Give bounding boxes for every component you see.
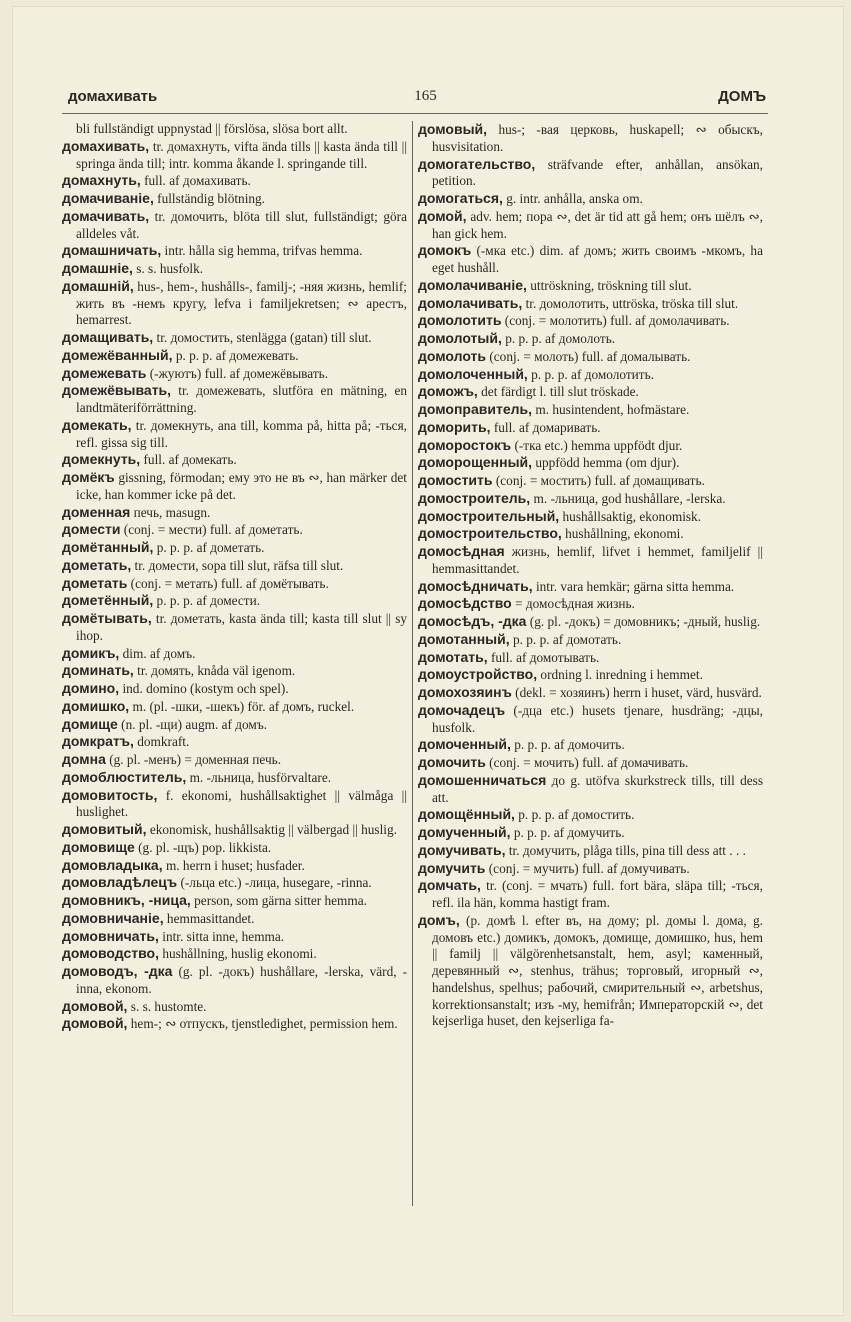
entry-definition: (conj. = мостить) full. af домащивать.: [495, 473, 705, 488]
entry-headword: домочадецъ: [418, 701, 506, 718]
entry-definition: tr. домежевать, slutföra en mätning, en landtmäteriförrättning.: [76, 383, 407, 415]
entry-headword: домолоть: [418, 347, 487, 364]
dictionary-entry: [418, 806, 763, 824]
entry-headword: домахивать,: [62, 137, 150, 154]
entry-definition: (conj. = молотить) full. af домолачивать.: [504, 313, 730, 329]
entry-definition: p. p. p. af домежевать.: [175, 347, 299, 363]
entry-headword: дометать,: [62, 556, 132, 573]
entry-definition: sträfvande efter, anhållan, ansökan, petition.: [432, 156, 763, 189]
entry-headword: домашній,: [62, 277, 134, 294]
entry-headword: домачиваніе,: [62, 190, 154, 206]
entry-definition: (n. pl. -щи) augm. af домъ.: [121, 716, 268, 732]
page-number: 165: [414, 88, 437, 104]
entry-headword: домошенничаться: [418, 771, 547, 788]
entry-definition: (g. pl. -менъ) = доменная печь.: [109, 752, 282, 767]
dictionary-entry: [62, 751, 407, 769]
dictionary-entry: [62, 645, 407, 663]
dictionary-entry: [62, 821, 407, 839]
dictionary-entry: [62, 945, 407, 963]
entry-headword: домоправитель,: [418, 401, 533, 417]
dictionary-entry: [418, 437, 763, 455]
dictionary-entry: [62, 451, 407, 469]
dictionary-entry: [62, 857, 407, 875]
entry-headword: домучивать,: [418, 841, 506, 858]
dictionary-entry: [418, 754, 763, 772]
entry-definition: uttröskning, tröskning till slut.: [530, 277, 692, 293]
entry-headword: домоченный,: [418, 736, 511, 753]
entry-headword: домоустройство,: [418, 666, 538, 683]
dictionary-entry: [62, 769, 407, 787]
entry-headword: доморить,: [418, 418, 491, 435]
entry-definition: full. af домаривать.: [493, 419, 601, 435]
entry-definition: det färdigt l. till slut tröskade.: [481, 384, 639, 400]
entry-headword: домежевать: [62, 364, 147, 381]
dictionary-entry: [418, 613, 763, 631]
dictionary-entry: [62, 698, 407, 716]
dictionary-entry: [62, 138, 407, 173]
entry-headword: домолоченный,: [418, 365, 528, 382]
dictionary-entry: [62, 260, 407, 278]
entry-definition: (-льца etc.) -лица, husegare, -rinna.: [180, 875, 372, 891]
entry-definition: ekonomisk, hushållsaktig || välbergad || huslig.: [149, 822, 397, 837]
entry-definition: intr. hålla sig hemma, trifvas hemma.: [164, 243, 363, 259]
entry-definition: tr. (conj. = мчать) full. fort bära, släpa till; -ться, refl. ila hän, komma hastigt fram.: [432, 878, 763, 910]
entry-headword: домолотить: [418, 312, 502, 329]
entry-headword: домащивать,: [62, 329, 154, 345]
entry-headword: дометать: [62, 574, 128, 591]
entry-definition: печь, masugn.: [133, 504, 211, 520]
entry-definition: p. p. p. af домести.: [156, 593, 261, 609]
entry-headword: домёкъ: [62, 469, 115, 485]
dictionary-entry: [418, 525, 763, 543]
dictionary-entry: [418, 295, 763, 313]
entry-definition: m. -льница, god hushållare, -lerska.: [533, 490, 726, 506]
entry-definition: uppfödd hemma (om djur).: [535, 455, 680, 471]
dictionary-entry: [418, 543, 763, 578]
dictionary-entry: [418, 277, 763, 295]
entry-headword: домашничать,: [62, 242, 162, 259]
running-head-right: ДОМЪ: [718, 88, 766, 105]
dictionary-entry: [418, 208, 763, 243]
dictionary-entry: [62, 347, 407, 365]
dictionary-entry: [418, 684, 763, 702]
entry-definition: tr. домять, knåda väl igenom.: [137, 663, 296, 679]
entry-definition: ind. domino (kostym och spel).: [122, 681, 289, 696]
entry-definition: до g. utöfva skurkstreck tills, till dess att.: [432, 772, 763, 805]
entry-headword: домогательство,: [418, 155, 536, 172]
entry-headword: домохозяинъ: [418, 684, 512, 700]
dictionary-entry: [62, 365, 407, 383]
entry-headword: домчать,: [418, 877, 481, 894]
entry-headword: доминать,: [62, 662, 134, 679]
entry-headword: домучить: [418, 859, 486, 876]
dictionary-entry: [418, 595, 763, 613]
entry-headword: домосѣдство: [418, 595, 512, 612]
entry-headword: домикъ,: [62, 644, 120, 661]
entry-definition: f. ekonomi, hushållsaktighet || välmåga || huslighet.: [76, 787, 407, 820]
dictionary-entry: [62, 190, 407, 208]
entry-headword: домовладыка,: [62, 856, 163, 873]
dictionary-entry: [418, 366, 763, 384]
entry-headword: домкратъ,: [62, 733, 134, 750]
entry-definition: domkraft.: [137, 734, 190, 750]
entry-headword: домовитость,: [62, 786, 158, 803]
entry-definition: fullständig blötning.: [157, 191, 266, 206]
entry-definition: s. s. husfolk.: [136, 261, 204, 276]
entry-headword: домовой,: [62, 1015, 128, 1032]
entry-definition: p. p. p. af домолоть.: [505, 331, 616, 346]
entry-definition: (-дца etc.) husets tjenare, husdräng; -дцы, husfolk.: [432, 702, 763, 735]
entry-definition: (g. pl. -докъ) = домовникъ; -дный, huslig.: [529, 614, 761, 629]
entry-definition: person, som gärna sitter hemma.: [194, 893, 367, 908]
entry-headword: домотать,: [418, 648, 488, 665]
dictionary-entry: [418, 736, 763, 754]
entry-definition: (dekl. = хозяинъ) herrn i huset, värd, husvärd.: [515, 685, 762, 700]
entry-headword: домовый,: [418, 121, 488, 137]
column-divider: [412, 121, 413, 1206]
dictionary-entry: [418, 578, 763, 596]
dictionary-entry: [62, 839, 407, 857]
entry-definition: ordning l. inredning i hemmet.: [540, 667, 703, 683]
entry-definition: s. s. hustomte.: [130, 998, 207, 1014]
entry-definition: (conj. = молоть) full. af домалывать.: [489, 348, 691, 364]
dictionary-entry: [62, 733, 407, 751]
entry-definition: full. af домахивать.: [144, 173, 251, 189]
dictionary-entry: [62, 121, 407, 138]
entry-headword: домежёвывать,: [62, 382, 172, 399]
dictionary-entry: [62, 874, 407, 892]
entry-headword: домовникъ, -ница,: [62, 892, 191, 908]
dictionary-entry: [62, 892, 407, 910]
entry-headword: домачивать,: [62, 207, 150, 224]
entry-definition: p. p. p. af домучить.: [513, 825, 625, 840]
dictionary-entry: [418, 383, 763, 401]
dictionary-entry: [418, 666, 763, 684]
dictionary-entry: [62, 417, 407, 452]
entry-headword: домосѣдъ, -дка: [418, 613, 527, 629]
entry-definition: hushållning, ekonomi.: [565, 526, 684, 542]
entry-headword: домостить: [418, 472, 493, 488]
dictionary-entry: [62, 329, 407, 347]
entry-headword: домолачивать,: [418, 294, 523, 311]
entry-definition: m. (pl. -шки, -шекъ) för. af домъ, ruckel.: [132, 698, 355, 714]
entry-definition: tr. домучить, plåga tills, pina till dess att . . .: [508, 842, 746, 858]
entry-definition: (conj. = мочить) full. af домачивать.: [489, 755, 689, 770]
dictionary-entry: [62, 382, 407, 417]
dictionary-entry: [418, 156, 763, 191]
left-column: [62, 121, 407, 1033]
entry-headword: домотанный,: [418, 630, 510, 647]
entry-headword: домой,: [418, 207, 467, 224]
dictionary-entry: [418, 649, 763, 667]
entry-headword: доморощенный,: [418, 454, 533, 471]
entry-headword: домоводъ, -дка: [62, 963, 173, 979]
entry-headword: домоводство,: [62, 945, 159, 962]
entry-headword: домести: [62, 521, 121, 538]
entry-definition: p. p. p. af домолотить.: [531, 366, 654, 382]
dictionary-entry: [62, 910, 407, 928]
entry-headword: домекнуть,: [62, 451, 141, 468]
entry-definition: gissning, förmodan; ему это не въ ∾, han märker det icke, han kommer icke på det.: [76, 470, 407, 502]
entry-headword: домостроительный,: [418, 507, 560, 524]
entry-headword: домученный,: [418, 824, 511, 840]
dictionary-entry: [62, 278, 407, 329]
entry-definition: g. intr. anhålla, anska om.: [506, 191, 643, 206]
entry-definition: tr. домостить, stenlägga (gatan) till slut.: [156, 330, 372, 345]
entry-definition: bli fullständigt uppnystad || förslösa, slösa bort allt.: [76, 121, 348, 136]
entry-definition: (-жуютъ) full. af домежёвывать.: [149, 365, 329, 381]
dictionary-entry: [418, 772, 763, 807]
entry-definition: жизнь, hemlif, lifvet i hemmet, familjelif || hemmasittandet.: [432, 544, 764, 576]
dictionary-entry: [418, 242, 763, 277]
dictionary-entry: [418, 877, 763, 912]
entry-headword: домахнуть,: [62, 172, 141, 189]
header-rule: [62, 113, 768, 114]
entry-definition: (p. домѣ l. efter въ, на дому; pl. домы l. дома, g. домовъ etc.) домикъ, домокъ, домище, домишко, hus, hem || familj || välgörenhetsanstalt, hem, asyl; каменный, деревянный ∾, stenhus, trähus; торговый, игорный ∾, handelshus, spelhus; рабочий, смирительный ∾, arbetshus, korrektionsanstalt; изъ -му, hemifrån; Императорскій ∾, det kejserliga huset, den kejserliga fa-: [432, 912, 763, 1029]
dictionary-entry: [62, 610, 407, 645]
dictionary-entry: [62, 539, 407, 557]
dictionary-entry: [418, 912, 763, 1030]
entry-headword: домовитый,: [62, 821, 147, 837]
entry-headword: домишко,: [62, 697, 130, 714]
dictionary-entry: [62, 557, 407, 575]
dictionary-entry: [62, 242, 407, 260]
entry-headword: домовой,: [62, 997, 128, 1014]
entry-definition: (conj. = мучить) full. af домучивать.: [488, 860, 690, 876]
entry-definition: (conj. = мести) full. af дометать.: [123, 522, 303, 538]
entry-definition: (g. pl. -докъ) hushållare, -lerska, värd, -inna, ekonom.: [76, 964, 408, 996]
entry-headword: домашніе,: [62, 260, 133, 276]
entry-definition: tr. домекнуть, ana till, komma på, hitta på; -ться, refl. gissa sig till.: [76, 417, 408, 450]
dictionary-entry: [418, 824, 763, 842]
entry-definition: (-тка etc.) hemma uppfödt djur.: [514, 437, 683, 453]
entry-definition: hus-; -вая церковь, huskapell; ∾ обыскъ, husvisitation.: [432, 122, 763, 154]
entry-headword: домовладѣлецъ: [62, 874, 178, 891]
entry-definition: hushållsaktig, ekonomisk.: [562, 508, 702, 524]
entry-definition: full. af домотывать.: [490, 649, 600, 665]
entry-headword: доморостокъ: [418, 436, 512, 453]
dictionary-entry: [62, 521, 407, 539]
entry-headword: домётанный,: [62, 539, 154, 555]
entry-definition: intr. vara hemkär; gärna sitta hemma.: [535, 578, 735, 594]
entry-definition: p. p. p. af домостить.: [518, 807, 635, 823]
entry-headword: домище: [62, 715, 118, 732]
dictionary-entry: [418, 508, 763, 526]
entry-definition: hem-; ∾ отпускъ, tjenstledighet, permission hem.: [130, 1016, 398, 1032]
entry-headword: доменная: [62, 503, 131, 520]
dictionary-entry: [418, 419, 763, 437]
entry-definition: hemmasittandet.: [166, 910, 255, 926]
dictionary-entry: [418, 842, 763, 860]
entry-headword: домовище: [62, 838, 135, 855]
dictionary-entry: [418, 312, 763, 330]
entry-definition: (conj. = метать) full. af домётывать.: [130, 575, 329, 591]
entry-definition: m. husintendent, hofmästare.: [535, 402, 690, 417]
entry-headword: домовничаніе,: [62, 909, 164, 926]
entry-definition: p. p. p. af домотать.: [512, 631, 622, 647]
dictionary-entry: [62, 208, 407, 243]
dictionary-entry: [418, 401, 763, 419]
entry-definition: tr. домахнуть, vifta ända tills || kasta ända till || springa ända till; intr. komma åkande l. springande till.: [76, 138, 407, 171]
dictionary-entry: [418, 190, 763, 208]
entry-headword: домежёванный,: [62, 346, 173, 363]
entry-definition: tr. домочить, blöta till slut, fullständigt; göra alldeles våt.: [76, 208, 407, 241]
entry-definition: hus-, hem-, hushålls-, familj-; -няя жизнь, hemlif; жить въ -немъ кругу, lefva i familjekretsen; ∾ арестъ, hemarrest.: [76, 278, 407, 328]
entry-headword: доможъ,: [418, 383, 478, 400]
dictionary-entry: [62, 469, 407, 504]
entry-headword: дометённый,: [62, 592, 154, 609]
dictionary-entry: [62, 172, 407, 190]
dictionary-entry: [62, 575, 407, 593]
dictionary-entry: [62, 662, 407, 680]
dictionary-entry: [62, 680, 407, 698]
entry-definition: dim. af домъ.: [122, 645, 196, 661]
entry-definition: = домосѣдная жизнь.: [515, 596, 635, 612]
dictionary-entry: [418, 631, 763, 649]
entry-headword: домовничать,: [62, 927, 159, 944]
entry-definition: intr. sitta inne, hemma.: [162, 928, 285, 944]
entry-headword: домостроитель,: [418, 489, 531, 506]
right-column: [418, 121, 763, 1030]
dictionary-entry: [62, 716, 407, 734]
dictionary-entry: [418, 330, 763, 348]
entry-headword: домощённый,: [418, 806, 515, 823]
entry-definition: full. af домекать.: [143, 452, 237, 468]
entry-definition: hushållning, huslig ekonomi.: [162, 946, 317, 962]
entry-headword: домочить: [418, 754, 486, 770]
entry-headword: домокъ: [418, 242, 472, 259]
dictionary-entry: [418, 860, 763, 878]
dictionary-entry: [62, 787, 407, 822]
entry-definition: tr. домести, sopa till slut, räfsa till slut.: [134, 557, 344, 573]
entry-headword: домолотый,: [418, 330, 502, 346]
entry-headword: домётывать,: [62, 610, 152, 626]
dictionary-entry: [62, 998, 407, 1016]
entry-headword: домосѣдничать,: [418, 577, 533, 594]
dictionary-entry: [418, 472, 763, 490]
dictionary-entry: [418, 702, 763, 737]
entry-definition: tr. дометать, kasta ända till; kasta till slut || sy ihop.: [76, 611, 408, 643]
entry-definition: adv. hem; пора ∾, det är tid att gå hem; онъ шёлъ ∾, han gick hem.: [432, 208, 763, 241]
dictionary-entry: [62, 504, 407, 522]
dictionary-entry: [62, 928, 407, 946]
dictionary-entry: [418, 121, 763, 156]
dictionary-entry: [418, 454, 763, 472]
dictionary-entry: [418, 490, 763, 508]
entry-headword: домино,: [62, 680, 120, 696]
dictionary-entry: [62, 1015, 407, 1033]
entry-definition: m. -льница, husförvaltare.: [189, 769, 332, 785]
entry-headword: домна: [62, 751, 106, 767]
entry-definition: p. p. p. af дометать.: [156, 540, 265, 555]
entry-headword: домостроительство,: [418, 525, 562, 542]
entry-definition: (g. pl. -щъ) pop. likkista.: [138, 839, 272, 855]
entry-definition: (-мка etc.) dim. af домъ; жить своимъ -мкомъ, ha eget hushåll.: [432, 243, 763, 275]
dictionary-entry: [62, 592, 407, 610]
entry-definition: tr. домолотить, uttröska, tröska till slut.: [525, 295, 739, 311]
dictionary-entry: [418, 348, 763, 366]
entry-headword: домекать,: [62, 416, 132, 433]
entry-headword: домогаться,: [418, 190, 503, 206]
entry-headword: домолачиваніе,: [418, 276, 527, 293]
entry-headword: домоблюститель,: [62, 768, 187, 785]
entry-headword: домъ,: [418, 911, 460, 928]
running-head-left: домахивать: [68, 88, 158, 105]
entry-definition: p. p. p. af домочить.: [514, 737, 625, 753]
entry-headword: домосѣдная: [418, 543, 505, 559]
entry-definition: m. herrn i huset; husfader.: [165, 857, 305, 873]
dictionary-entry: [62, 963, 407, 998]
